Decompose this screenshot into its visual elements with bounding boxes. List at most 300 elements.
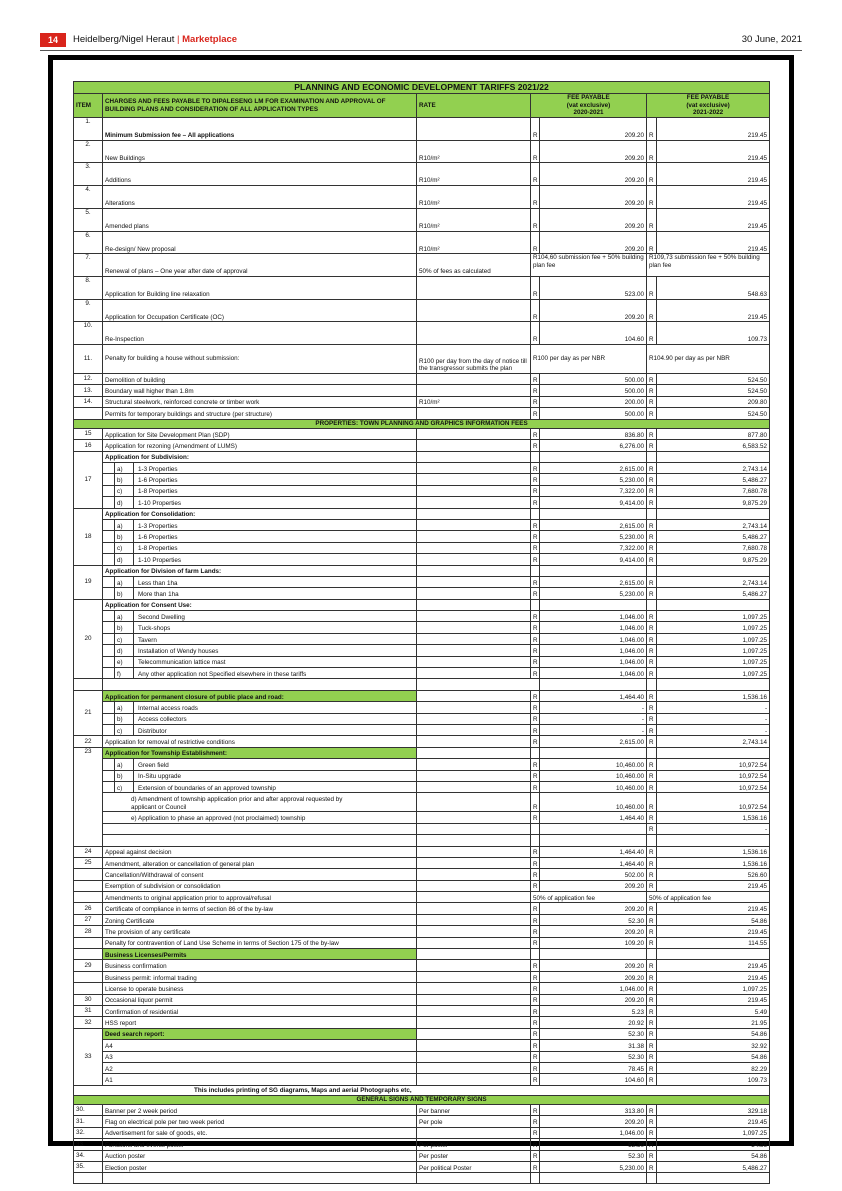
empty-cell — [647, 451, 657, 462]
fee-2020: 836.80 — [540, 428, 647, 439]
item-rate — [417, 554, 531, 565]
currency-2021: R — [647, 231, 657, 254]
currency-2021: R — [647, 1161, 657, 1172]
sub-letter: c) — [115, 542, 134, 553]
fee-2021: 524.50 — [657, 408, 770, 419]
sub-letter: c) — [115, 781, 134, 792]
currency-2021: R — [647, 497, 657, 508]
fee-2020: 1,464.40 — [540, 812, 647, 823]
currency-2020: R — [531, 937, 540, 948]
sub-description: 1-8 Properties — [134, 485, 417, 496]
currency-2020: R — [531, 1074, 540, 1085]
item-rate — [417, 880, 531, 891]
group-sub-row — [74, 576, 770, 587]
fee-2021: 219.45 — [657, 140, 770, 163]
paper-size: A3 — [103, 1051, 417, 1062]
empty-cell — [531, 599, 540, 610]
empty-cell — [657, 565, 770, 576]
currency-2020: R — [531, 770, 540, 781]
item-description: Functions and events poster — [103, 1139, 417, 1150]
fee-2021: R109,73 submission fee + 50% building plan fee — [647, 254, 770, 277]
empty-cell — [540, 565, 647, 576]
group-sub-row — [74, 713, 770, 724]
item-description: Banner per 2 week period — [103, 1105, 417, 1116]
item-number: 23 — [74, 747, 103, 846]
item-number: 14. — [74, 396, 103, 407]
issue-date: 30 June, 2021 — [741, 34, 802, 45]
sub-description: Less than 1ha — [134, 576, 417, 587]
currency-2021: R — [647, 725, 657, 736]
table-row — [74, 1139, 770, 1150]
item-rate — [417, 1127, 531, 1138]
deed-size-row — [74, 1040, 770, 1051]
currency-2020: R — [531, 759, 540, 770]
fee-2020: 52.30 — [540, 1150, 647, 1161]
currency-2021: R — [647, 880, 657, 891]
fee-2021: 219.45 — [657, 163, 770, 186]
fee-2021: 32.92 — [657, 1040, 770, 1051]
fee-2021: 1,097.25 — [657, 656, 770, 667]
currency-2021: R — [647, 1127, 657, 1138]
fee-2021: 54.86 — [657, 1139, 770, 1150]
item-rate — [417, 645, 531, 656]
currency-2020: R — [531, 645, 540, 656]
empty-cell — [647, 747, 657, 758]
currency-2021: R — [647, 713, 657, 724]
currency-2020: R — [531, 531, 540, 542]
currency-2021: R — [647, 1105, 657, 1116]
item-description: Re-Inspection — [103, 322, 417, 345]
item-rate: Per poster — [417, 1139, 531, 1150]
currency-2021: R — [647, 163, 657, 186]
group-heading-row — [74, 565, 770, 576]
currency-2021: R — [647, 1116, 657, 1127]
currency-2020: R — [531, 1161, 540, 1172]
fee-2020: 200.00 — [540, 396, 647, 407]
empty-cell — [647, 565, 657, 576]
group-heading: Deed search report: — [103, 1028, 417, 1039]
empty-cell — [417, 835, 531, 846]
fee-2021: 114.55 — [657, 937, 770, 948]
sub-indent — [103, 531, 115, 542]
fee-2020: 209.20 — [540, 1116, 647, 1127]
fee-header-line: (vat exclusive) — [566, 101, 611, 109]
empty-cell — [657, 747, 770, 758]
business-heading-row — [74, 949, 770, 960]
table-row — [74, 857, 770, 868]
item-rate — [417, 299, 531, 322]
table-row — [74, 186, 770, 209]
item-description: Business confirmation — [103, 960, 417, 971]
item-rate — [417, 276, 531, 299]
fee-2021: 54.86 — [657, 1028, 770, 1039]
fee-2021: 219.45 — [657, 994, 770, 1005]
empty-cell — [540, 1173, 647, 1184]
currency-2020: R — [531, 633, 540, 644]
sub-letter: c) — [115, 725, 134, 736]
item-rate — [417, 846, 531, 857]
item-rate — [417, 668, 531, 679]
table-row — [74, 926, 770, 937]
group-sub-row — [74, 725, 770, 736]
item-rate — [417, 474, 531, 485]
blank-row — [74, 1173, 770, 1184]
fee-2021: 5.49 — [657, 1005, 770, 1016]
item-rate — [417, 118, 531, 141]
tariff-table — [73, 81, 770, 1184]
item-rate: Per banner — [417, 1105, 531, 1116]
sub-indent — [103, 645, 115, 656]
fee-2021: 10,972.54 — [657, 793, 770, 812]
item-number — [74, 869, 103, 880]
empty-cell — [540, 679, 647, 690]
item-rate — [417, 1051, 531, 1062]
table-row — [74, 846, 770, 857]
fee-2020: R100 per day as per NBR — [531, 344, 647, 373]
page-header — [40, 33, 802, 49]
fee-2020: 209.20 — [540, 231, 647, 254]
currency-2020: R — [531, 440, 540, 451]
item-number: 6. — [74, 231, 103, 254]
currency-2021: R — [647, 385, 657, 396]
currency-2021: R — [647, 519, 657, 530]
currency-2020: R — [531, 690, 540, 701]
table-row — [74, 373, 770, 384]
fee-2021: 219.45 — [657, 186, 770, 209]
item-number: 30. — [74, 1105, 103, 1116]
item-description: Flag on electrical pole per two week period — [103, 1116, 417, 1127]
fee-2020: 209.20 — [540, 903, 647, 914]
empty-cell — [531, 1173, 540, 1184]
empty-cell — [540, 508, 647, 519]
item-description: License to operate business — [103, 983, 417, 994]
currency-2020: R — [531, 725, 540, 736]
col-rate-header: RATE — [417, 94, 531, 118]
fee-2020: 31.38 — [540, 1040, 647, 1051]
item-rate — [417, 508, 531, 519]
deed-size-row — [74, 1051, 770, 1062]
fee-2020: 5,230.00 — [540, 474, 647, 485]
empty-cell — [647, 835, 657, 846]
currency-2021: R — [647, 702, 657, 713]
currency-2020: R — [531, 713, 540, 724]
item-rate — [417, 869, 531, 880]
fee-2020: 9,414.00 — [540, 554, 647, 565]
group-heading: Application for Township Establishment: — [103, 747, 417, 758]
group-sub-row — [74, 497, 770, 508]
fee-2020: 209.20 — [540, 140, 647, 163]
currency-2020: R — [531, 463, 540, 474]
fee-2021: 219.45 — [657, 1116, 770, 1127]
fee-2021: 5,486.27 — [657, 588, 770, 599]
deed-size-row — [74, 1074, 770, 1085]
fee-2020: 523.00 — [540, 276, 647, 299]
sub-indent — [103, 759, 115, 770]
group-sub-row — [74, 781, 770, 792]
fee-2020: 104.60 — [540, 322, 647, 345]
fee-2020: R104,60 submission fee + 50% building plan fee — [531, 254, 647, 277]
item-rate — [417, 781, 531, 792]
fee-2020: 500.00 — [540, 385, 647, 396]
col-description-header: CHARGES AND FEES PAYABLE TO DIPALESENG LM FOR EXAMINATION AND APPROVAL OF BUILDING PLANS AND CONSIDERATION OF ALL APPLICATION TYPES — [103, 94, 417, 118]
currency-2020: R — [531, 519, 540, 530]
currency-2021: R — [647, 914, 657, 925]
fee-2020: 1,464.40 — [540, 690, 647, 701]
fee-header-line: 2021-2022 — [692, 109, 724, 117]
empty-cell — [531, 747, 540, 758]
empty-cell — [657, 599, 770, 610]
section-town-planning: PROPERTIES: TOWN PLANNING AND GRAPHICS INFORMATION FEES — [74, 419, 770, 428]
fee-2021: 1,097.25 — [657, 633, 770, 644]
fee-2020: 78.45 — [540, 1062, 647, 1073]
item-description: New Buildings — [103, 140, 417, 163]
item-description: Renewal of plans – One year after date of approval — [103, 254, 417, 277]
item-rate — [417, 1062, 531, 1073]
sub-description: 1-10 Properties — [134, 554, 417, 565]
item-description: Exemption of subdivision or consolidation — [103, 880, 417, 891]
item-number — [74, 971, 103, 982]
sub-description: 1-8 Properties — [134, 542, 417, 553]
empty-cell — [417, 823, 531, 834]
table-row — [74, 994, 770, 1005]
note-row — [74, 1085, 770, 1095]
table-row — [74, 276, 770, 299]
deed-heading-row — [74, 1028, 770, 1039]
currency-2020: R — [531, 408, 540, 419]
item-rate — [417, 725, 531, 736]
item-number: 17 — [74, 451, 103, 508]
currency-2020: R — [531, 396, 540, 407]
currency-2021: R — [647, 542, 657, 553]
fee-2020: 5.23 — [540, 1005, 647, 1016]
fee-2020: 209.20 — [540, 971, 647, 982]
sub-indent — [103, 725, 115, 736]
fee-2020: 5,230.00 — [540, 531, 647, 542]
currency-2020: R — [531, 186, 540, 209]
fee-2020: 1,464.40 — [540, 846, 647, 857]
currency-2021: R — [647, 971, 657, 982]
item-rate — [417, 960, 531, 971]
item-number: 24 — [74, 846, 103, 857]
currency-2020: R — [531, 880, 540, 891]
item-description: Amendment, alteration or cancellation of general plan — [103, 857, 417, 868]
fee-2020: 209.20 — [540, 118, 647, 141]
table-row — [74, 937, 770, 948]
group-sub-row — [74, 656, 770, 667]
item-rate — [417, 576, 531, 587]
currency-2020: R — [531, 857, 540, 868]
item-number: 4. — [74, 186, 103, 209]
sub-letter: c) — [115, 633, 134, 644]
fee-2021: 219.45 — [657, 926, 770, 937]
fee-header-line: 2020-2021 — [573, 109, 604, 117]
empty-cell — [417, 747, 531, 758]
fee-2020: 10,460.00 — [540, 759, 647, 770]
currency-2021: R — [647, 140, 657, 163]
item-rate — [417, 611, 531, 622]
item-rate — [417, 322, 531, 345]
sub-description: Internal access roads — [134, 702, 417, 713]
table-row — [74, 1017, 770, 1028]
item-rate — [417, 497, 531, 508]
fee-2021: 219.45 — [657, 971, 770, 982]
fee-2020: 104.60 — [540, 1074, 647, 1085]
fee-2021: 7,680.78 — [657, 542, 770, 553]
item-number — [74, 892, 103, 903]
sub-indent — [103, 519, 115, 530]
fee-2020: 52.30 — [540, 1051, 647, 1062]
item-number: 8. — [74, 276, 103, 299]
item-rate — [417, 1040, 531, 1051]
item-number: 10. — [74, 322, 103, 345]
item-number — [74, 937, 103, 948]
fee-2020: 1,046.00 — [540, 622, 647, 633]
group-heading: Application for Division of farm Lands: — [103, 565, 417, 576]
publication-line — [73, 34, 237, 45]
fee-2020: 1,046.00 — [540, 611, 647, 622]
sub-indent — [103, 485, 115, 496]
sub-letter: e) — [115, 656, 134, 667]
currency-2020: R — [531, 702, 540, 713]
table-row — [74, 408, 770, 419]
sub-description: 1-3 Properties — [134, 519, 417, 530]
item-number: 15 — [74, 428, 103, 439]
paper-size: A1 — [103, 1074, 417, 1085]
group-sub-row — [74, 702, 770, 713]
fee-2021: 209.80 — [657, 396, 770, 407]
item-rate — [417, 857, 531, 868]
item-rate: R10/m² — [417, 163, 531, 186]
fee-2020: 209.20 — [540, 163, 647, 186]
empty-cell — [657, 679, 770, 690]
fee-2020: 5,230.00 — [540, 588, 647, 599]
fee-2020: 313.80 — [540, 1105, 647, 1116]
amendment-line: applicant or Council — [131, 803, 187, 811]
sub-letter: a) — [115, 519, 134, 530]
empty-cell — [657, 949, 770, 960]
item-description: Cancellation/Withdrawal of consent — [103, 869, 417, 880]
currency-2021: R — [647, 428, 657, 439]
fee-2021: 219.45 — [657, 299, 770, 322]
fee-2021: 1,097.25 — [657, 983, 770, 994]
fee-2021: - — [657, 823, 770, 834]
table-row — [74, 1161, 770, 1172]
item-number: 26 — [74, 903, 103, 914]
fee-2020: 5,230.00 — [540, 1161, 647, 1172]
fee-2020: 209.20 — [540, 994, 647, 1005]
item-description: Certificate of compliance in terms of section 86 of the by-law — [103, 903, 417, 914]
fee-2021: 21.95 — [657, 1017, 770, 1028]
item-rate — [417, 770, 531, 781]
fee-2020: 502.00 — [540, 869, 647, 880]
currency-2020: R — [531, 322, 540, 345]
group-sub-row — [74, 485, 770, 496]
sub-indent — [103, 770, 115, 781]
item-rate: 50% of fees as calculated — [417, 254, 531, 277]
group-sub-row — [74, 542, 770, 553]
fee-2021: 5,486.27 — [657, 474, 770, 485]
item-description: Structural steelwork, reinforced concrete or timber work — [103, 396, 417, 407]
currency-2021: R — [647, 960, 657, 971]
col-fee-header-2 — [647, 94, 770, 118]
fee-2021: 109.73 — [657, 1074, 770, 1085]
item-description: Election poster — [103, 1161, 417, 1172]
fee-2021: 9,875.29 — [657, 497, 770, 508]
fee-2020: 52.30 — [540, 1028, 647, 1039]
fee-2021: 54.86 — [657, 914, 770, 925]
item-rate — [417, 914, 531, 925]
table-row — [74, 1116, 770, 1127]
fee-2021: 877.80 — [657, 428, 770, 439]
fee-2021: 82.29 — [657, 1062, 770, 1073]
currency-2021: R — [647, 770, 657, 781]
sub-description: In-Situ upgrade — [134, 770, 417, 781]
section-general-signs: GENERAL SIGNS AND TEMPORARY SIGNS — [74, 1095, 770, 1104]
paper-size: A4 — [103, 1040, 417, 1051]
col-item-header: ITEM — [74, 94, 103, 118]
fee-2021: 524.50 — [657, 373, 770, 384]
fee-2021: - — [657, 713, 770, 724]
item-rate: R10/m² — [417, 140, 531, 163]
table-row — [74, 983, 770, 994]
currency-2021: R — [647, 1040, 657, 1051]
item-description: Amended plans — [103, 208, 417, 231]
empty-cell — [657, 451, 770, 462]
empty-cell — [531, 508, 540, 519]
item-number: 30 — [74, 994, 103, 1005]
amendment-row — [74, 793, 770, 812]
empty-cell — [531, 565, 540, 576]
currency-2020: R — [531, 554, 540, 565]
currency-2021: R — [647, 812, 657, 823]
table-row — [74, 396, 770, 407]
currency-2020: R — [531, 846, 540, 857]
sub-indent — [103, 656, 115, 667]
sub-description: 1-10 Properties — [134, 497, 417, 508]
currency-2020: R — [531, 812, 540, 823]
currency-2020: R — [531, 1051, 540, 1062]
item-rate: Per pole — [417, 1116, 531, 1127]
sub-letter: b) — [115, 622, 134, 633]
group-heading-row — [74, 747, 770, 758]
fee-2021: 54.86 — [657, 1150, 770, 1161]
fee-2020: - — [540, 702, 647, 713]
table-row — [74, 299, 770, 322]
group-sub-row — [74, 668, 770, 679]
fee-2020: 10,460.00 — [540, 770, 647, 781]
item-rate — [417, 408, 531, 419]
currency-2020: R — [531, 869, 540, 880]
table-title-row — [74, 82, 770, 94]
fee-2020: 7,322.00 — [540, 485, 647, 496]
item-description: Application for rezoning (Amendment of LUMS) — [103, 440, 417, 451]
currency-2021: R — [647, 463, 657, 474]
item-description: Appeal against decision — [103, 846, 417, 857]
table-row — [74, 231, 770, 254]
sub-letter: b) — [115, 588, 134, 599]
fee-2021: 10,972.54 — [657, 781, 770, 792]
fee-2020: 500.00 — [540, 408, 647, 419]
sub-letter: b) — [115, 474, 134, 485]
item-number — [74, 983, 103, 994]
currency-2021: R — [647, 1017, 657, 1028]
currency-2020: R — [531, 497, 540, 508]
fee-2021: 1,536.16 — [657, 846, 770, 857]
currency-2021: R — [647, 299, 657, 322]
item-description: Occasional liquor permit — [103, 994, 417, 1005]
fee-2021: 2,743.14 — [657, 463, 770, 474]
empty-cell — [103, 1173, 417, 1184]
